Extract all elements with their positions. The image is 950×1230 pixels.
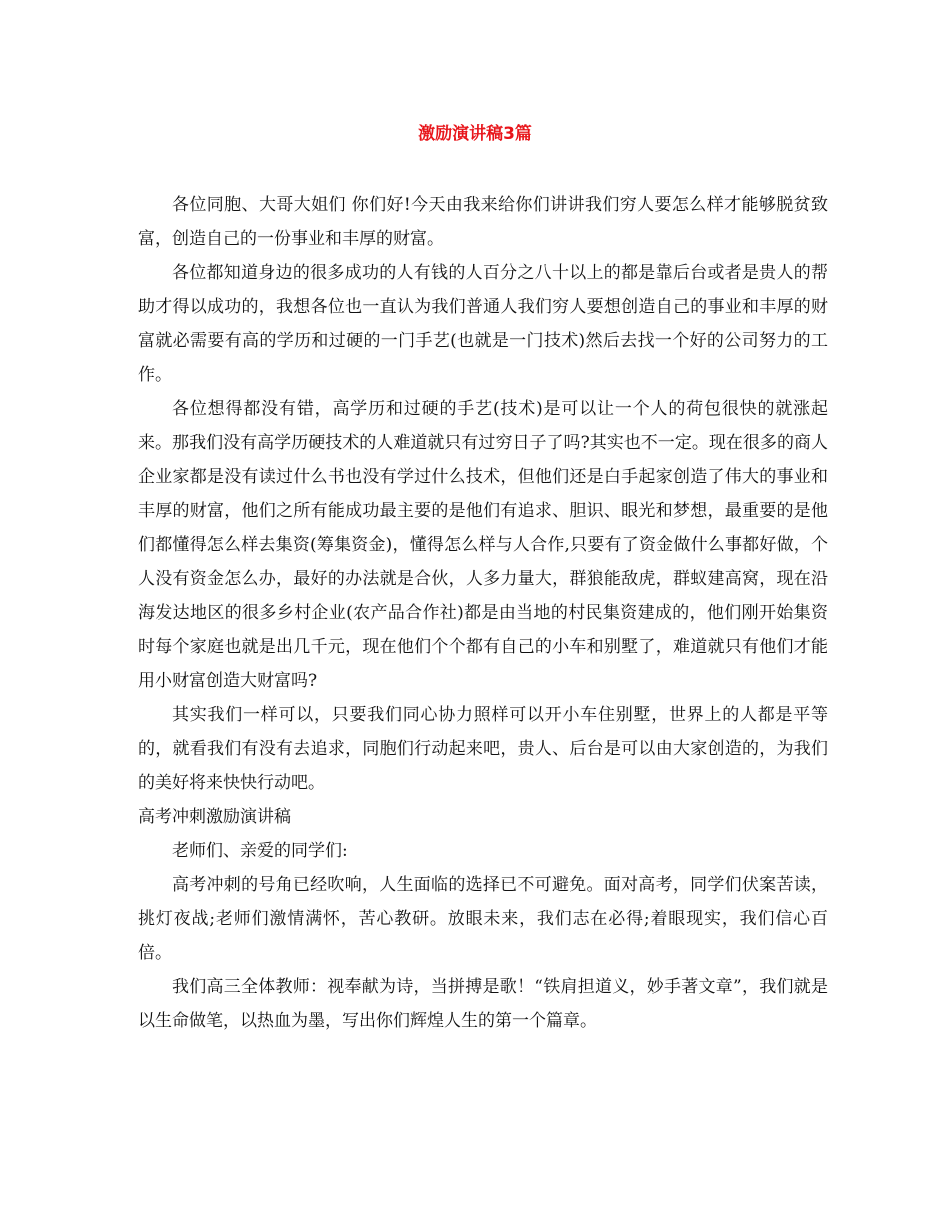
paragraph-success-backing: 各位都知道身边的很多成功的人有钱的人百分之八十以上的都是靠后台或者是贵人的帮助才得以成功的，我想各位也一直认为我们普通人我们穷人要想创造自己的事业和丰厚的财富就必需要有高的学历和过硬的一门手艺(也就是一门技术)然后去找一个好的公司努力的工作。 <box>138 263 828 385</box>
paragraph-call-to-action: 其实我们一样可以，只要我们同心协力照样可以开小车住别墅，世界上的人都是平等的，就看我们有没有去追求，同胞们行动起来吧，贵人、后台是可以由大家创造的，为我们的美好将来快快行动吧。 <box>138 705 828 793</box>
document-body <box>138 188 828 1038</box>
paragraph-teachers: 我们高三全体教师：视奉献为诗，当拼搏是歌！“铁肩担道义，妙手著文章”，我们就是以生命做笔，以热血为墨，写出你们辉煌人生的第一个篇章。 <box>138 977 828 1031</box>
document-title: 激励演讲稿3篇 <box>418 124 532 144</box>
paragraph-cooperation: 各位想得都没有错，高学历和过硬的手艺(技术)是可以让一个人的荷包很快的就涨起来。那我们没有高学历硬技术的人难道就只有过穷日子了吗?其实也不一定。现在很多的商人企业家都是没有读过什么书也没有学过什么技术，但他们还是白手起家创造了伟大的事业和丰厚的财富，他们之所有能成功最主要的是他们有追求、胆识、眼光和梦想，最重要的是他们都懂得怎么样去集资(筹集资金)，懂得怎么样与人合作,只要有了资金做什么事都好做，个人没有资金怎么办，最好的办法就是合伙，人多力量大，群狼能敌虎，群蚁建高窝，现在沿海发达地区的很多乡村企业(农产品合作社)都是由当地的村民集资建成的，他们刚开始集资时每个家庭也就是出几千元，现在他们个个都有自己的小车和别墅了，难道就只有他们才能用小财富创造大财富吗? <box>138 399 828 691</box>
section-heading: 高考冲刺激励演讲稿 <box>138 807 291 827</box>
paragraph-exam-sprint: 高考冲刺的号角已经吹响，人生面临的选择已不可避免。面对高考，同学们伏案苦读，挑灯夜战;老师们激情满怀，苦心教研。放眼未来，我们志在必得;着眼现实，我们信心百倍。 <box>138 875 828 963</box>
paragraph-greeting: 各位同胞、大哥大姐们 你们好!今天由我来给你们讲讲我们穷人要怎么样才能够脱贫致富，创造自己的一份事业和丰厚的财富。 <box>138 195 828 249</box>
paragraph-salutation: 老师们、亲爱的同学们: <box>172 841 348 861</box>
